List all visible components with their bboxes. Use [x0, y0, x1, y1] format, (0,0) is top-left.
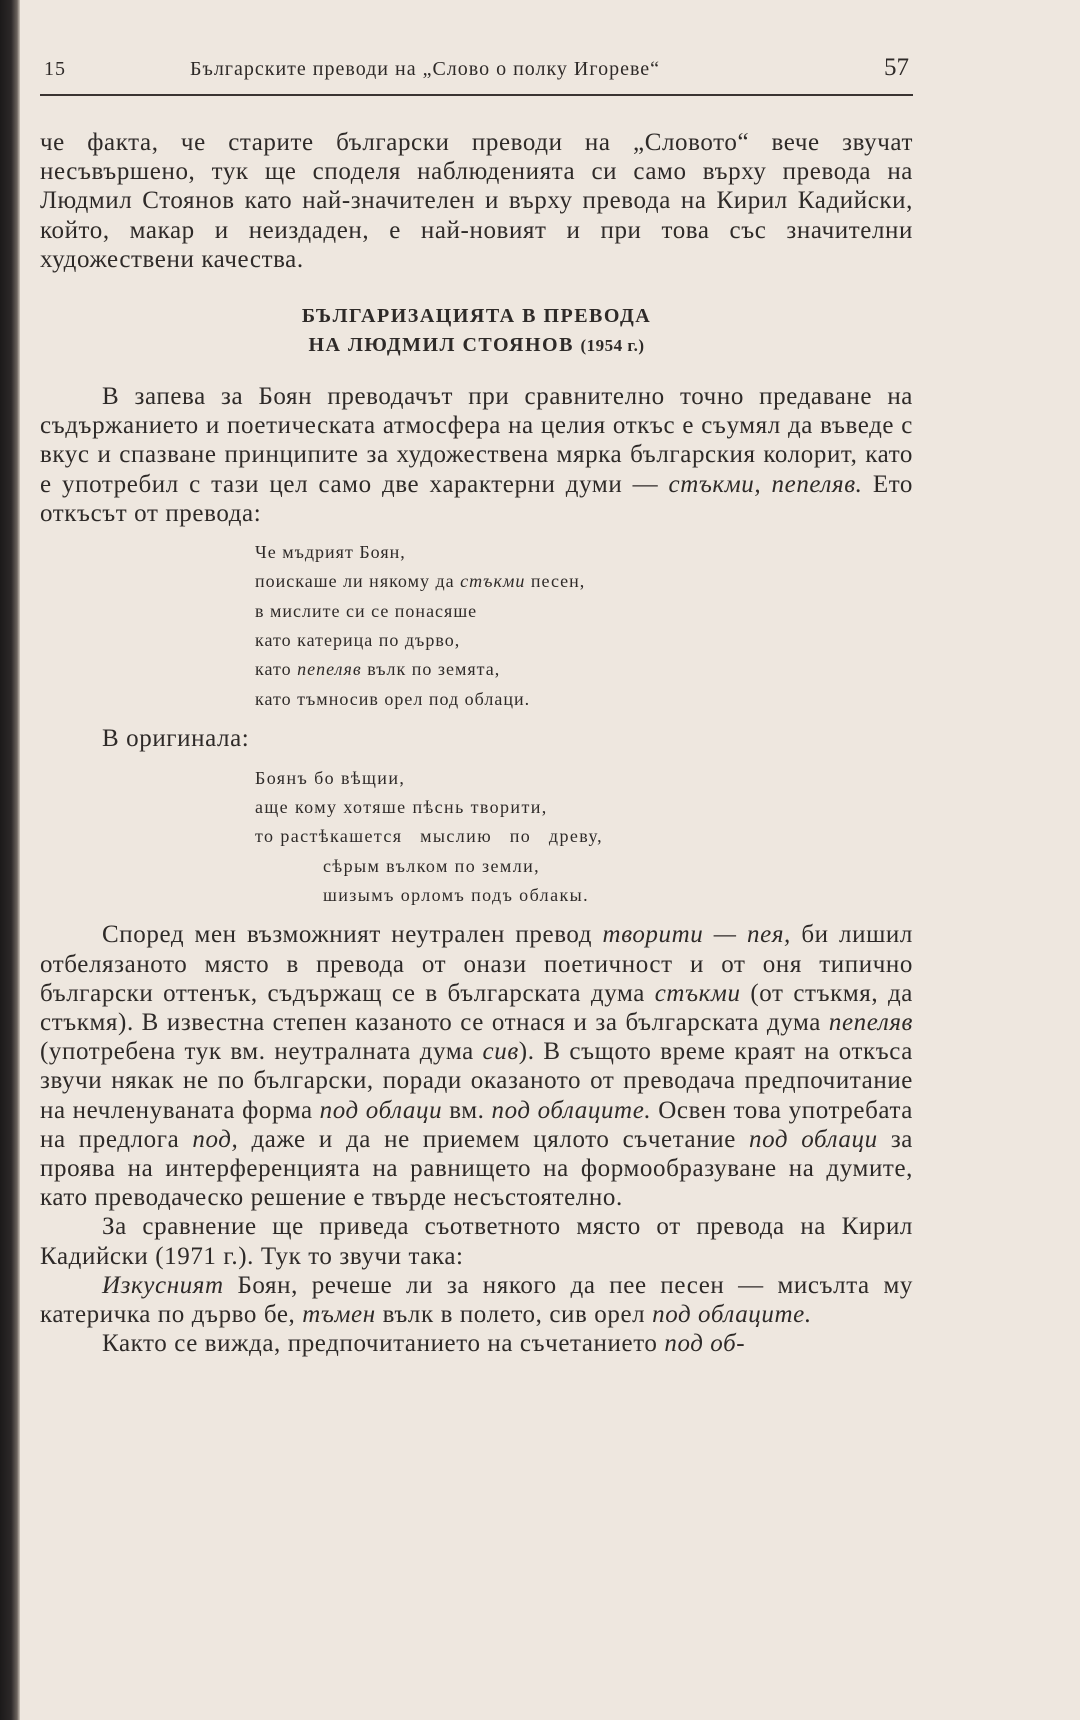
text-run: вълк в полето, сив орел: [375, 1300, 653, 1328]
text-run: би лишил отбелязаното място в превода от онази поетичност и от оня типично български оттенък, съдържащ се в българската дума: [40, 921, 913, 1007]
section-heading: [40, 302, 913, 360]
verse-line: в мислите си се понасяше: [255, 600, 478, 621]
text-run: В запева за Боян преводачът при сравнително точно предаване на съдържанието и поетическата атмосфера на целия откъс е съумял да въведе с вкус и спазване принципите за художествена мярка българския колорит, като е употребил с тази цел само две характерни думи —: [40, 383, 913, 498]
translation-verse: [255, 538, 913, 714]
verse-line: аще кому хотяше пѣснь творити,: [255, 797, 548, 818]
heading-line-1: БЪЛГАРИЗАЦИЯТА В ПРЕВОДА: [301, 305, 652, 328]
text-run: Ето откъсът от превода:: [40, 470, 913, 527]
italic-term: под об-: [664, 1330, 746, 1358]
text-run: за проява на интерференцията на равнището на формообразуване на думите, като преводаческо решение е твърде несъстоятелно.: [40, 1125, 913, 1212]
verse-line: [255, 655, 913, 684]
text-run: вм.: [442, 1096, 492, 1124]
italic-term: под облаци: [319, 1096, 443, 1124]
heading-author: НА ЛЮДМИЛ СТОЯНОВ: [308, 334, 574, 357]
verse-line: като тъмносив орел под облаци.: [255, 688, 531, 709]
text-run: песен,: [525, 571, 586, 592]
header-left-number: 15: [44, 58, 66, 80]
paragraph-analysis: [40, 920, 913, 1212]
italic-term: тъмен: [302, 1300, 376, 1328]
text-run: Както се вижда, предпочитанието на съчетанието: [102, 1330, 665, 1358]
text-run: Освен това употребата на предлога: [40, 1096, 913, 1153]
italic-term: стъкми, пепеляв.: [668, 470, 863, 498]
book-binding-edge: [0, 0, 20, 1720]
paragraph-conclusion: [40, 1329, 913, 1358]
verse-line: Че мъдрият Боян,: [255, 542, 406, 563]
italic-term: стъкми: [654, 979, 741, 1007]
book-page: [40, 0, 913, 1720]
italic-term: сив: [482, 1038, 519, 1066]
paragraph-kadiyski-quote: [40, 1271, 913, 1329]
page-number: 57: [884, 54, 909, 81]
italic-term: под облаците.: [652, 1300, 812, 1328]
text-run: вълк по земята,: [361, 659, 501, 680]
heading-line-2: [40, 331, 913, 360]
text-run: Според мен възможният неутрален превод: [102, 921, 603, 949]
paragraph-comparison: За сравнение ще приведа съответното място от превода на Кирил Кадийски (1971 г.). Тук то звучи така:: [40, 1213, 913, 1270]
original-verse: [255, 764, 913, 910]
text-run: (от стъкмя, да стъкмя). В известна степен казаното се отнася и за българската дума: [40, 979, 914, 1036]
header-rule: [40, 94, 913, 96]
text-run: даже и да не приемем цялото съчетание: [238, 1125, 750, 1153]
italic-term: Изкусният: [102, 1271, 224, 1299]
running-title: Българските преводи на „Слово о полку Игореве“: [190, 58, 661, 80]
original-label: В оригинала:: [102, 724, 250, 752]
page-content: [40, 128, 913, 1358]
paragraph-bulgarization: [40, 382, 913, 528]
heading-year: (1954 г.): [580, 336, 645, 356]
italic-term: творити — пея,: [602, 921, 791, 949]
text-run: като: [255, 659, 298, 680]
verse-line: Боянъ бо вѣщии,: [255, 767, 406, 788]
verse-line: като катерица по дърво,: [255, 629, 461, 650]
running-header: [40, 54, 913, 90]
italic-term: под,: [192, 1125, 239, 1153]
verse-line: шизымъ орломъ подъ облакы.: [323, 885, 589, 905]
verse-line: [255, 567, 913, 596]
verse-line: сѣрым вълком по земли,: [323, 855, 541, 876]
text-run: Боян, речеше ли за някого да пее песен — мисълта му катеричка по дърво бе,: [40, 1271, 913, 1328]
verse-line: то растѣкашется мыслию по древу,: [255, 826, 604, 847]
italic-term: стъкми: [460, 571, 526, 592]
italic-term: пепеляв: [297, 659, 362, 680]
text-run: ). В същото време краят на откъса звучи някак не по български, поради оказаното от преводача предпочитание на нечленуваната форма: [40, 1038, 914, 1124]
italic-term: под облаци: [749, 1125, 878, 1153]
italic-term: под облаците.: [491, 1096, 652, 1124]
text-run: поискаше ли някому да: [255, 571, 461, 592]
paragraph-intro: че факта, че старите български преводи на „Словото“ вече звучат несъвършено, тук ще споделя наблюденията си само върху превода на Людмил Стоянов като най-значителен и върху превода на Кирил Кадийски, който, макар и неиздаден, е най-новият и при това със значителни художествени качества.: [40, 129, 913, 273]
text-run: (употребена тук вм. неутралната дума: [40, 1038, 483, 1066]
italic-term: пепеляв: [828, 1008, 913, 1036]
